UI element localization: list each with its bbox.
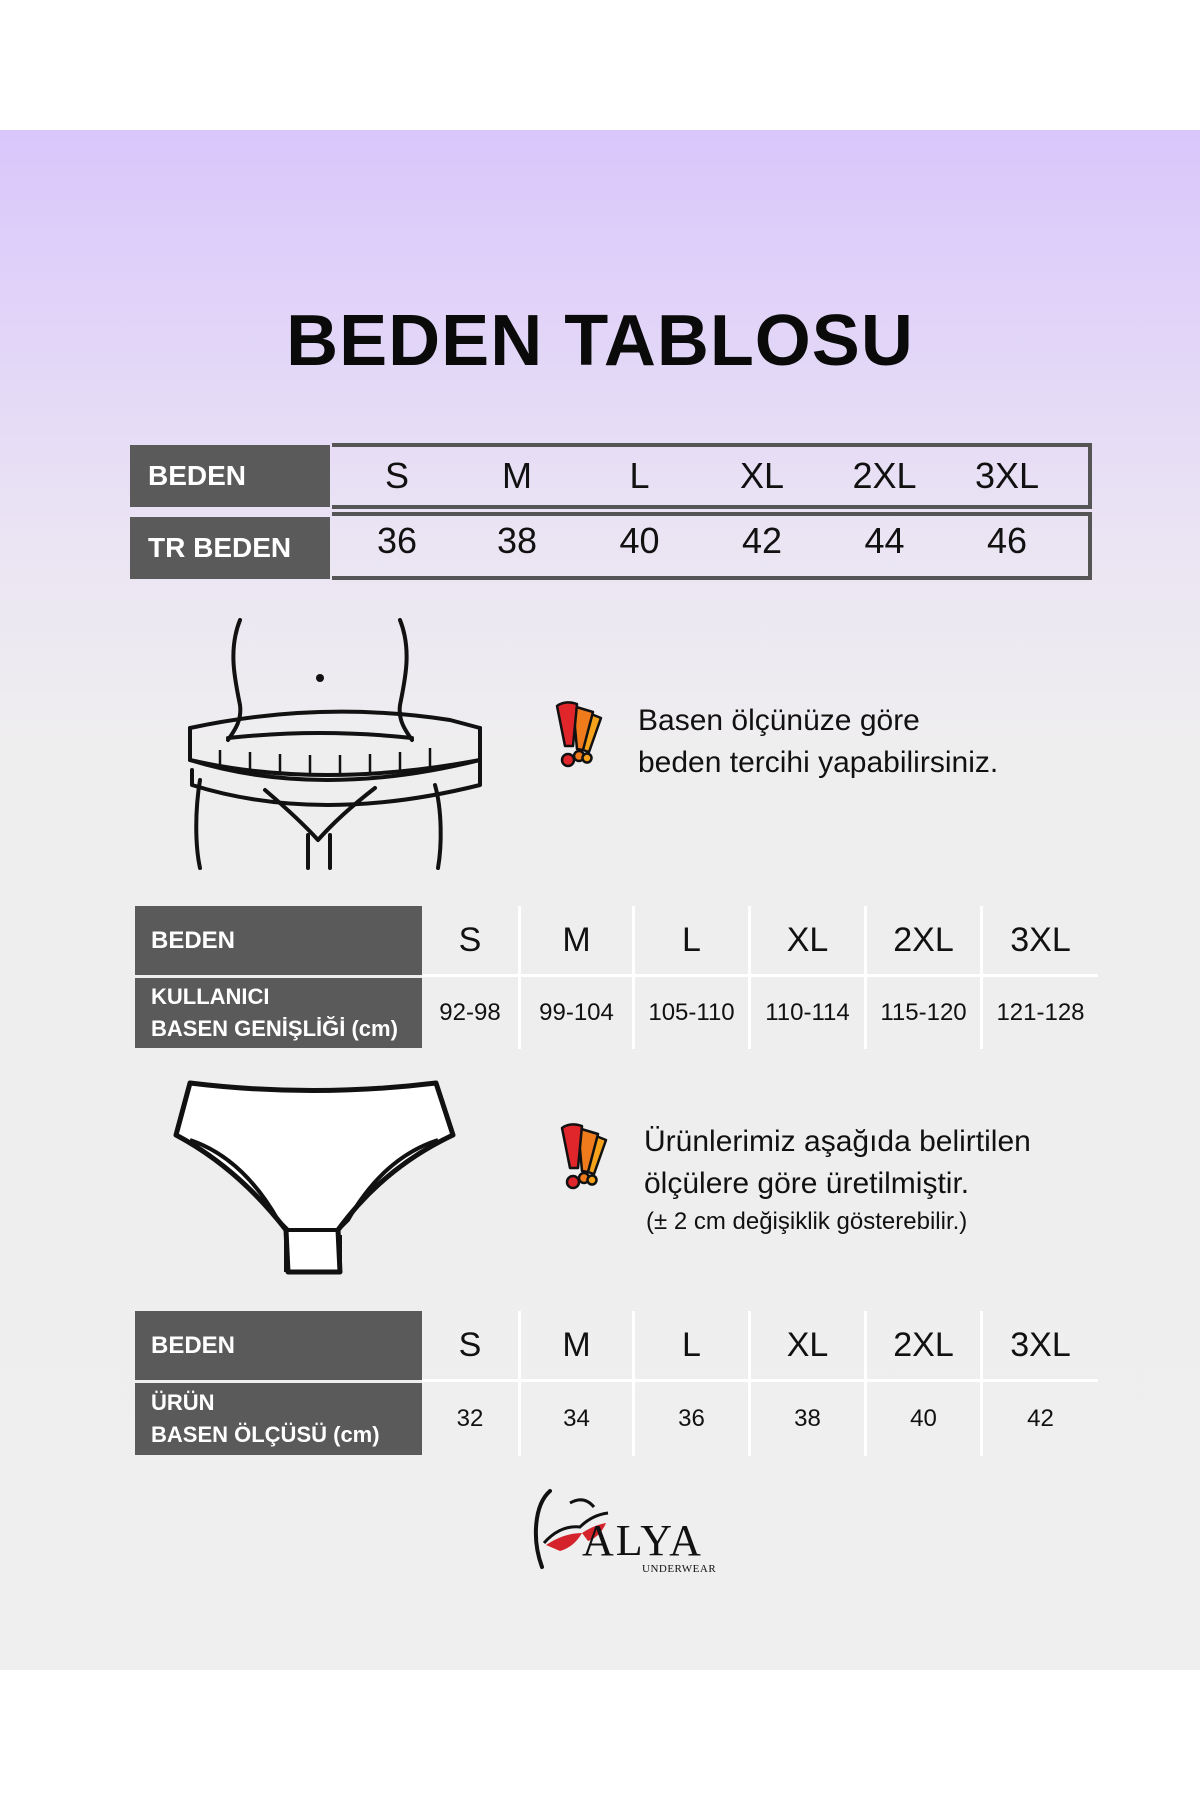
product-value-cell: 36 <box>678 1405 705 1432</box>
size-cell: M <box>502 455 532 496</box>
label-text: ÜRÜN <box>151 1390 215 1415</box>
brand-name: ALYA <box>582 1516 703 1565</box>
product-note <box>644 1121 1031 1243</box>
brand-sub: UNDERWEAR <box>642 1563 717 1575</box>
tr-size-cell: 42 <box>741 520 783 561</box>
size-cell: XL <box>739 455 785 496</box>
size-table-tr-row <box>332 520 1092 562</box>
alert-icon <box>555 700 607 770</box>
user-table-label-beden <box>135 906 422 975</box>
product-value-cell: 38 <box>794 1405 821 1432</box>
size-table-label-tr: TR BEDEN <box>130 517 330 579</box>
product-note-line1: Ürünlerimiz aşağıda belirtilen <box>644 1125 1031 1158</box>
size-table-sizes-row <box>332 455 1092 497</box>
hip-value-cell: 110-114 <box>765 999 850 1026</box>
user-table-label-hip <box>135 978 422 1048</box>
hip-note <box>638 700 998 784</box>
label-text: BEDEN <box>151 926 236 954</box>
label-text: BASEN GENİŞLİĞİ (cm) <box>151 1016 398 1041</box>
tr-size-cell: 38 <box>496 520 538 561</box>
product-value-cell: 40 <box>910 1405 937 1432</box>
size-table-label-beden: BEDEN <box>130 445 330 507</box>
size-cell: 3XL <box>1010 1325 1071 1364</box>
tr-size-cell: 46 <box>986 520 1028 561</box>
size-cell: 2XL <box>852 455 917 496</box>
size-cell: 2XL <box>893 920 954 959</box>
hip-note-line2: beden tercihi yapabilirsiniz. <box>638 746 999 779</box>
size-cell: 3XL <box>974 455 1040 496</box>
tr-size-cell: 40 <box>619 520 660 561</box>
size-cell: M <box>562 920 591 959</box>
product-table-label-beden <box>135 1311 422 1380</box>
size-cell: L <box>682 1325 701 1364</box>
product-value-cell: 42 <box>1027 1405 1054 1432</box>
alert-icon <box>560 1122 612 1192</box>
label-text: BEDEN <box>151 1331 236 1359</box>
tr-size-cell: 36 <box>376 520 418 561</box>
hip-value-cell: 105-110 <box>648 999 735 1026</box>
tr-size-cell: 44 <box>864 520 905 561</box>
product-note-line2: ölçülere göre üretilmiştir. <box>644 1167 970 1200</box>
size-cell: XL <box>786 1325 829 1364</box>
size-cell: 2XL <box>893 1325 954 1364</box>
size-cell: M <box>562 1325 591 1364</box>
product-table-label-hip <box>135 1383 422 1455</box>
size-cell: L <box>629 455 650 496</box>
size-cell: S <box>384 455 409 496</box>
product-value-cell: 34 <box>563 1405 590 1432</box>
hip-value-cell: 99-104 <box>539 999 614 1026</box>
briefs-illustration <box>168 1080 458 1280</box>
size-cell: L <box>682 920 701 959</box>
hip-value-cell: 92-98 <box>439 999 501 1026</box>
product-note-tolerance: (± 2 cm değişiklik gösterebilir.) <box>646 1208 968 1235</box>
hip-value-cell: 121-128 <box>996 999 1085 1026</box>
label-text: BASEN ÖLÇÜSÜ (cm) <box>151 1422 380 1447</box>
label-text: KULLANICI <box>151 984 270 1009</box>
size-cell: XL <box>786 920 829 959</box>
product-value-cell: 32 <box>456 1405 484 1432</box>
page-title: BEDEN TABLOSU <box>286 301 914 381</box>
size-cell: S <box>458 1325 482 1364</box>
hip-note-line1: Basen ölçünüze göre <box>638 704 920 737</box>
size-cell: 3XL <box>1010 920 1071 959</box>
size-cell: S <box>458 920 482 959</box>
hips-measure-illustration <box>180 610 500 875</box>
hip-value-cell: 115-120 <box>880 999 967 1026</box>
brand-logo <box>530 1485 740 1575</box>
